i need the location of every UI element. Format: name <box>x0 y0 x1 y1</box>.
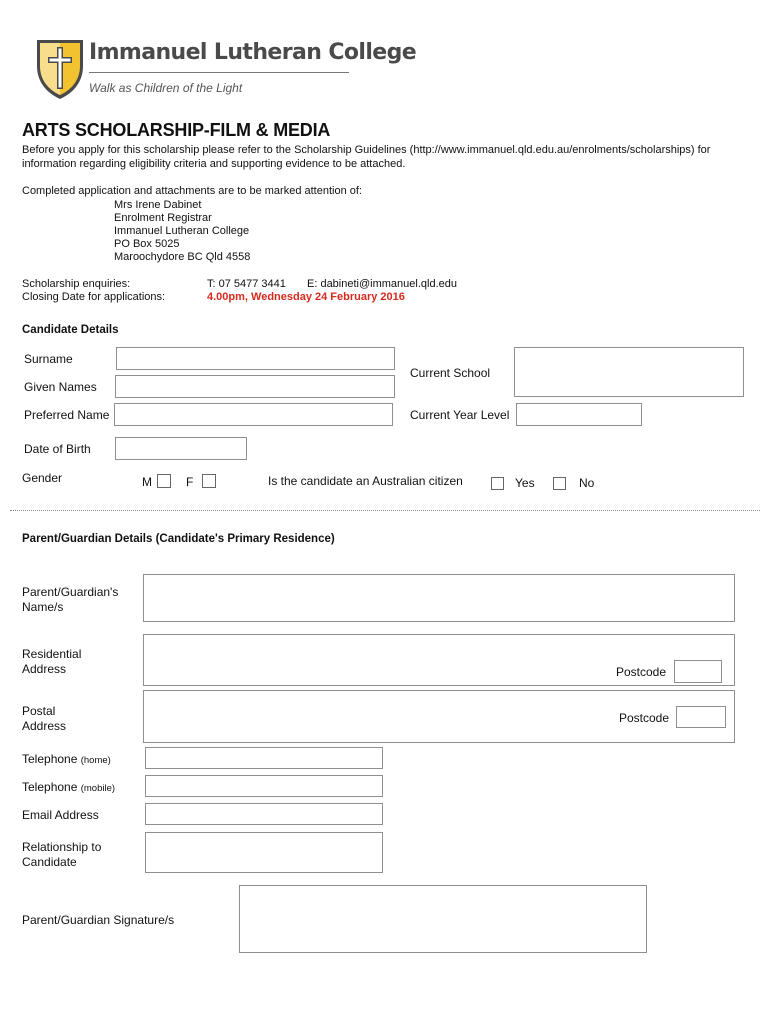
telephone-mobile-sub: (mobile) <box>80 783 116 794</box>
address-line: Mrs Irene Dabinet <box>114 199 202 211</box>
telephone-mobile-text: Telephone <box>22 780 78 794</box>
citizen-yes-label: Yes <box>515 476 535 490</box>
telephone-home-label <box>22 752 111 769</box>
closing-label: Closing Date for applications: <box>22 291 166 303</box>
signature-field[interactable] <box>239 885 647 953</box>
dob-label: Date of Birth <box>24 442 91 456</box>
college-logo <box>35 38 85 100</box>
citizen-question: Is the candidate an Australian citizen <box>268 474 463 488</box>
surname-field[interactable] <box>116 347 395 370</box>
current-year-level-label: Current Year Level <box>410 408 510 422</box>
address-line: Immanuel Lutheran College <box>114 225 250 237</box>
telephone-home-sub: (home) <box>80 755 111 766</box>
postal-label-1: Postal <box>22 704 56 718</box>
given-names-field[interactable] <box>115 375 395 398</box>
parent-details-heading: Parent/Guardian Details (Candidate's Primary Residence) <box>22 533 335 545</box>
current-year-level-field[interactable] <box>516 403 642 426</box>
citizen-no-label: No <box>579 476 595 490</box>
dob-field[interactable] <box>115 437 247 460</box>
section-divider <box>10 510 760 511</box>
telephone-home-field[interactable] <box>145 747 383 769</box>
surname-label: Surname <box>24 352 73 366</box>
gender-male-label: M <box>142 475 152 489</box>
enquiries-email: E: dabineti@immanuel.qld.edu <box>307 278 457 290</box>
postal-label-2: Address <box>22 719 67 733</box>
email-field[interactable] <box>145 803 383 825</box>
address-heading: Completed application and attachments are to be marked attention of: <box>22 185 362 197</box>
page-title: ARTS SCHOLARSHIP-FILM & MEDIA <box>22 120 331 140</box>
closing-date: 4.00pm, Wednesday 24 February 2016 <box>207 291 405 303</box>
current-school-label: Current School <box>410 366 491 380</box>
intro-line-1: Before you apply for this scholarship please refer to the Scholarship Guidelines (http://www.immanuel.qld.edu.au/enrolments/scholarships) for <box>22 144 711 156</box>
signature-label: Parent/Guardian Signature/s <box>22 913 175 927</box>
gender-female-label: F <box>186 475 194 489</box>
address-line: Enrolment Registrar <box>114 212 212 224</box>
address-line: PO Box 5025 <box>114 238 180 250</box>
telephone-mobile-field[interactable] <box>145 775 383 797</box>
enquiries-label: Scholarship enquiries: <box>22 278 131 290</box>
parent-names-label-2: Name/s <box>22 600 64 614</box>
email-label: Email Address <box>22 808 99 822</box>
parent-names-field[interactable] <box>143 574 735 622</box>
gender-female-checkbox[interactable] <box>202 474 216 488</box>
relationship-label-2: Candidate <box>22 855 77 869</box>
current-school-field[interactable] <box>514 347 744 397</box>
telephone-mobile-label <box>22 780 115 797</box>
given-names-label: Given Names <box>24 380 97 394</box>
citizen-no-checkbox[interactable] <box>553 477 566 490</box>
preferred-name-label: Preferred Name <box>24 408 110 422</box>
residential-postcode-label: Postcode <box>616 665 667 679</box>
logo-divider <box>89 72 349 73</box>
telephone-home-text: Telephone <box>22 752 78 766</box>
enquiries-phone: T: 07 5477 3441 <box>207 278 286 290</box>
gender-male-checkbox[interactable] <box>157 474 171 488</box>
relationship-label-1: Relationship to <box>22 840 102 854</box>
parent-names-label-1: Parent/Guardian's <box>22 585 119 599</box>
relationship-field[interactable] <box>145 832 383 873</box>
citizen-yes-checkbox[interactable] <box>491 477 504 490</box>
college-name: Immanuel Lutheran College <box>89 40 417 65</box>
intro-line-2: information regarding eligibility criteria and supporting evidence to be attached. <box>22 158 406 170</box>
residential-label-1: Residential <box>22 647 82 661</box>
postal-postcode-field[interactable] <box>676 706 726 728</box>
candidate-details-heading: Candidate Details <box>22 324 119 336</box>
preferred-name-field[interactable] <box>114 403 393 426</box>
address-line: Maroochydore BC Qld 4558 <box>114 251 251 263</box>
gender-label: Gender <box>22 471 63 485</box>
residential-label-2: Address <box>22 662 67 676</box>
college-tagline: Walk as Children of the Light <box>89 81 243 95</box>
residential-postcode-field[interactable] <box>674 660 722 683</box>
postal-postcode-label: Postcode <box>619 711 670 725</box>
